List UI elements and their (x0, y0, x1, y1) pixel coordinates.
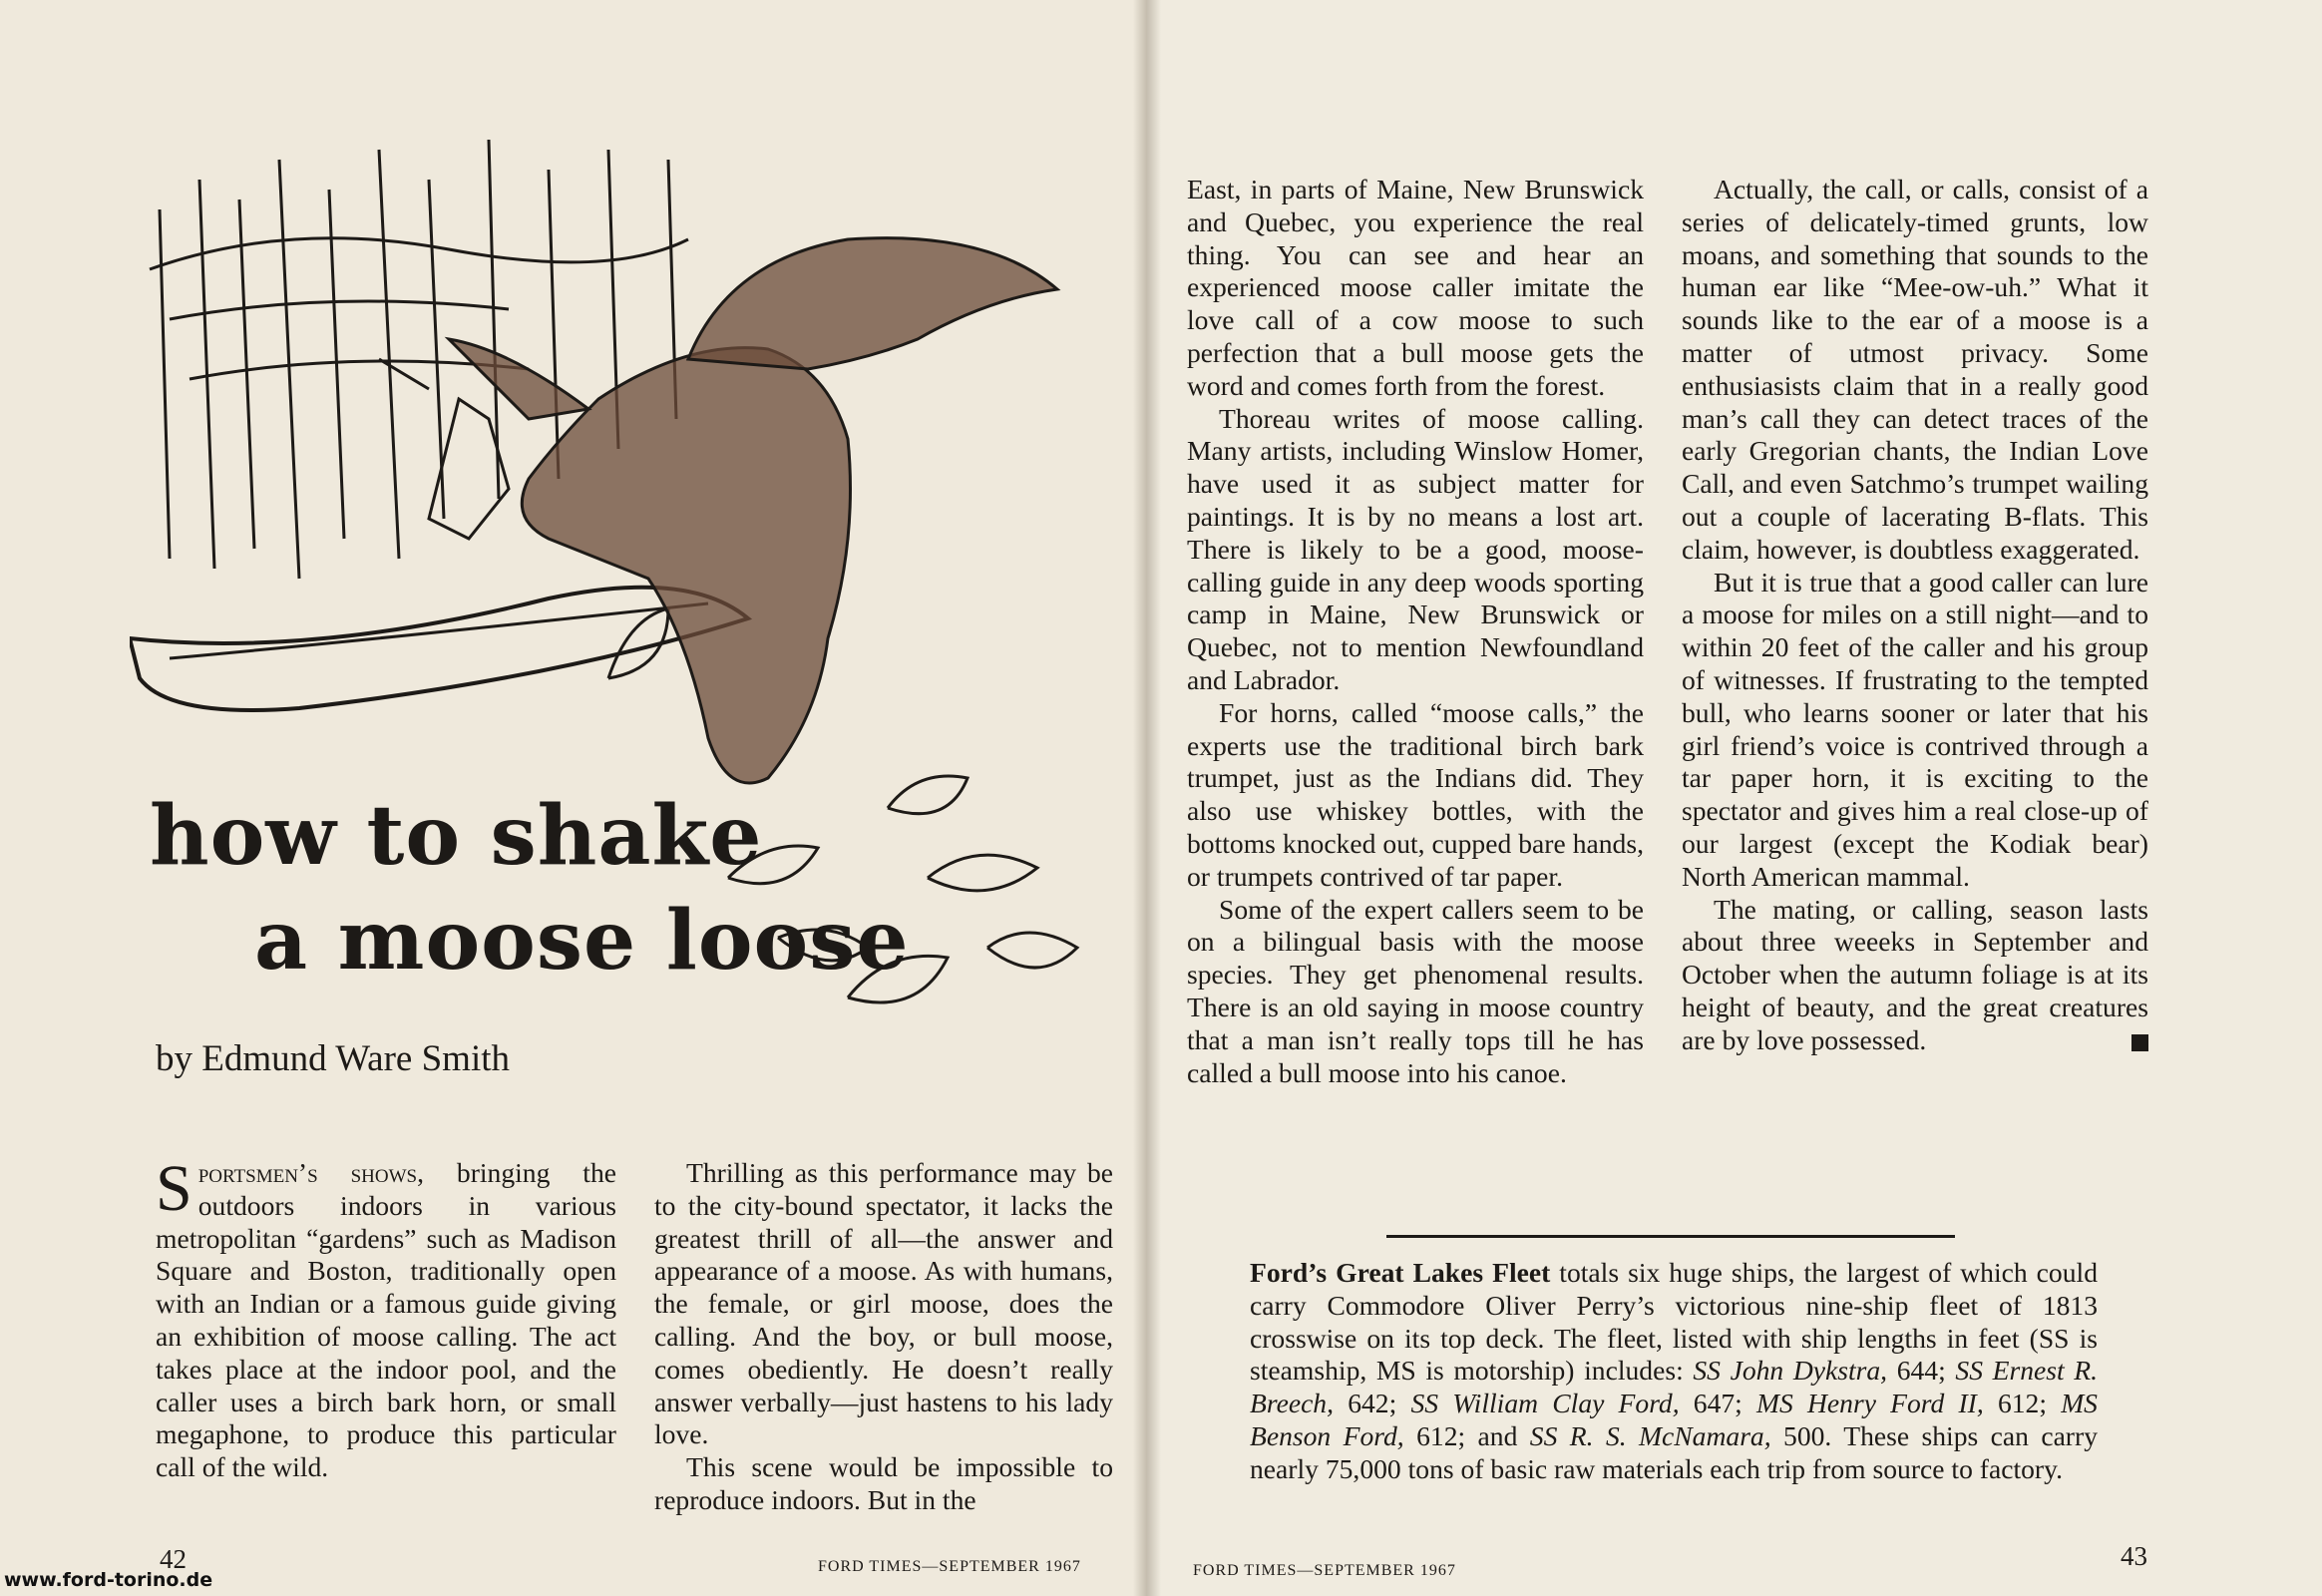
ship-length: 644; (1887, 1355, 1956, 1387)
page-number-right: 43 (2121, 1541, 2147, 1571)
ship-name: SS R. S. McNamara, (1529, 1419, 1771, 1451)
sidebar-text: totals six huge ships, the largest of which could carry Commodore Oliver Perry’s victorious nine-ship fleet of 1813 crosswise on its top deck. The fleet, listed with ship lengths in feet (SS is steamship, MS is motorship) includes: (1250, 1257, 2098, 1387)
article-title-line2: a moose loose (254, 893, 910, 989)
ship-length: 500. (1770, 1419, 1832, 1451)
paragraph-text: bringing the outdoors indoors in various metropolitan “gardens” such as Madison Square and Boston, traditionally open with an Indian or a famous guide giving an exhibition of moose calling. The act takes place at the indoor pool, and the caller uses a birch bark horn, or small megaphone, to produce this particular call of the wild. (156, 1157, 617, 1483)
moose-antler (688, 238, 1057, 369)
end-mark-icon (2131, 1034, 2148, 1051)
running-footer-right: FORD TIMES—SEPTEMBER 1967 (1193, 1562, 1456, 1579)
right-column-2 (1682, 174, 2148, 1057)
paragraph: For horns, called “moose calls,” the experts use the traditional birch bark trumpet, just as the Indians did. They also use whiskey bottles, with the bottoms knocked out, cupped bare hands, or trumpets contrived of tar paper. (1187, 696, 1644, 892)
tree-branches (150, 238, 688, 379)
paragraph: East, in parts of Maine, New Brunswick and Quebec, you experience the real thing. You can see and hear an experienced moose caller imitate the love call of a cow moose to such perfection that a bull moose gets the word and comes forth from the forest. (1187, 174, 1644, 401)
sidebar-text: These ships can carry nearly 75,000 tons of basic raw materials each trip from source to factory. (1250, 1419, 2098, 1484)
sidebar-note (1250, 1257, 2098, 1486)
paragraph: Some of the expert callers seem to be on a bilingual basis with the moose species. They get phenomenal results. There is an old saying in moose country that a man isn’t really tops till he has called a bull moose into his canoe. (1187, 893, 1644, 1088)
byline: by Edmund Ware Smith (156, 1038, 511, 1079)
left-column-1 (156, 1152, 617, 1484)
ship-length: 612; and (1403, 1419, 1530, 1451)
lead-smallcaps: portsmen’s shows, (197, 1157, 424, 1188)
ship-name: MS Henry Ford II, (1756, 1388, 1984, 1419)
canoe (130, 588, 748, 710)
watermark-url: www.ford-torino.de (4, 1569, 213, 1591)
left-column-2 (654, 1157, 1113, 1517)
ship-name: SS John Dykstra, (1693, 1355, 1888, 1387)
paragraph (156, 1152, 617, 1484)
paragraph: Thoreau writes of moose calling. Many artists, including Winslow Homer, have used it as subject matter for paintings. It is by no means a lost art. There is likely to be a good, moose-calling guide in any deep woods sporting camp in Maine, New Brunswick or Quebec, not to mention Newfoundland and Labrador. (1187, 402, 1644, 695)
paragraph (1682, 894, 2148, 1057)
ship-name: MS Benson Ford, (1250, 1388, 2098, 1451)
paragraph: Thrilling as this performance may be to the city-bound spectator, it lacks the greatest thrill of all—the answer and appearance of a moose. As with humans, the female, or girl moose, does the calling. And the boy, or bull moose, comes obediently. He doesn’t really answer verbally—just hastens to his lady love. (654, 1157, 1113, 1450)
ship-name: SS William Clay Ford, (1410, 1388, 1680, 1419)
running-footer-left: FORD TIMES—SEPTEMBER 1967 (818, 1558, 1081, 1575)
right-column-1 (1187, 174, 1644, 1089)
paragraph-text: The mating, or calling, season lasts about three weeeks in September and October when the autumn foliage is at its height of beauty, and the great creatures are by love possessed. (1682, 893, 2148, 1055)
ship-name: SS Ernest R. Breech, (1250, 1355, 2099, 1419)
ship-length: 642; (1334, 1388, 1411, 1419)
ship-length: 647; (1679, 1388, 1757, 1419)
sidebar-lead: Ford’s Great Lakes Fleet (1250, 1257, 1551, 1288)
sidebar-rule (1386, 1235, 1955, 1238)
page-number-left: 42 (160, 1544, 187, 1574)
paragraph: But it is true that a good caller can lure a moose for miles on a still night—and to within 20 feet of the caller and his group of witnesses. If frustrating to the tempted bull, who learns sooner or later that his girl friend’s voice is contrived through a tar paper horn, it is exciting to the spectator and gives him a real close-up of our largest (except the Kodiak bear) North American mammal. (1682, 566, 2148, 892)
paragraph: Actually, the call, or calls, consist of a series of delicately-timed grunts, low moans, and something that sounds to the human ear like “Mee-ow-uh.” What it sounds like to the ear of a moose is a matter of utmost privacy. Some enthusiasists claim that in a really good man’s call they can detect traces of the early Gregorian chants, the Indian Love Call, and even Satchmo’s trumpet wailing out a couple of lacerating B-flats. This claim, however, is doubtless exaggerated. (1682, 174, 2148, 565)
moose-head (449, 238, 1057, 783)
paragraph: This scene would be impossible to reproduce indoors. But in the (654, 1451, 1113, 1515)
drop-cap: S (156, 1152, 193, 1225)
ship-length: 612; (1983, 1388, 2062, 1419)
article-title-line1: how to shake (150, 788, 763, 884)
